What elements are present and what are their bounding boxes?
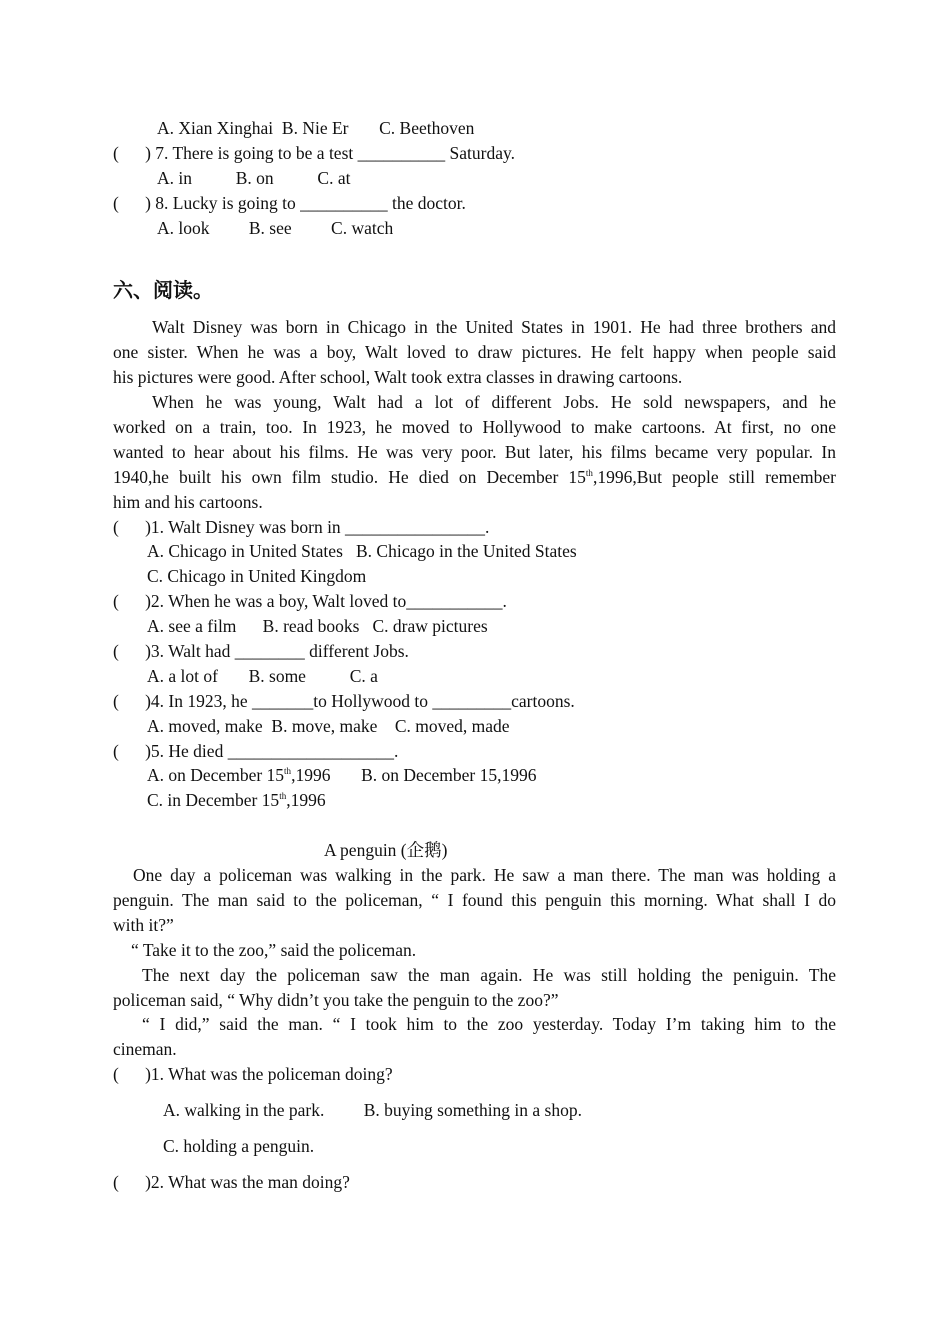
passage1-p2-line4: 1940,he built his own film studio. He died on December 15th,1996,But people still remember	[113, 467, 836, 487]
passage2-line5: The next day the policeman saw the man again. He was still holding the peniguin. The	[142, 965, 836, 985]
reading2-q1-option-c: C. holding a penguin.	[163, 1136, 315, 1156]
passage2-line7: “ I did,” said the man. “ I took him to the zoo yesterday. Today I’m taking him to the	[142, 1014, 836, 1034]
q7-options: A. in B. on C. at	[157, 168, 351, 188]
reading2-q1-options-ab: A. walking in the park. B. buying something in a shop.	[163, 1100, 582, 1120]
passage1-p2-line2: worked on a train, too. In 1923, he moved to Hollywood to make cartoons. At first, no one	[113, 417, 836, 437]
reading1-q5: ( )5. He died ___________________.	[113, 741, 399, 761]
q7-question: ( ) 7. There is going to be a test __________ Saturday.	[113, 143, 515, 163]
q8-question: ( ) 8. Lucky is going to __________ the doctor.	[113, 193, 466, 213]
passage2-line8: cineman.	[113, 1039, 177, 1059]
reading1-q4-options: A. moved, make B. move, make C. moved, made	[147, 716, 510, 736]
passage2-line3: with it?”	[113, 915, 174, 935]
passage1-p2-line1: When he was young, Walt had a lot of different Jobs. He sold newspapers, and he	[152, 392, 836, 412]
passage2-line4: “ Take it to the zoo,” said the policeman.	[131, 940, 417, 960]
q6-options: A. Xian Xinghai B. Nie Er C. Beethoven	[157, 118, 475, 138]
passage2-line6: policeman said, “ Why didn’t you take the penguin to the zoo?”	[113, 990, 559, 1010]
reading-heading: 六、阅读。	[113, 278, 213, 302]
reading1-q2-options: A. see a film B. read books C. draw pictures	[147, 616, 488, 636]
passage1-p2-line3: wanted to hear about his films. He was very poor. But later, his films became very popular. In	[113, 442, 836, 462]
passage1-p2-line5: him and his cartoons.	[113, 492, 263, 512]
reading1-q1-options-ab: A. Chicago in United States B. Chicago in the United States	[147, 541, 577, 561]
reading1-q3: ( )3. Walt had ________ different Jobs.	[113, 641, 409, 661]
passage2-title: A penguin (企鹅)	[324, 840, 448, 860]
passage2-line1: One day a policeman was walking in the park. He saw a man there. The man was holding a	[133, 865, 836, 885]
passage1-p1-line2: one sister. When he was a boy, Walt loved to draw pictures. He felt happy when people said	[113, 342, 836, 362]
reading1-q4: ( )4. In 1923, he _______to Hollywood to _________cartoons.	[113, 691, 575, 711]
reading1-q5-options-ab: A. on December 15th,1996 B. on December 15,1996	[147, 765, 537, 785]
passage1-p1-line1: Walt Disney was born in Chicago in the United States in 1901. He had three brothers and	[152, 317, 836, 337]
reading1-q1-option-c: C. Chicago in United Kingdom	[147, 566, 367, 586]
reading1-q2: ( )2. When he was a boy, Walt loved to___________.	[113, 591, 507, 611]
reading2-q1: ( )1. What was the policeman doing?	[113, 1064, 393, 1084]
passage2-line2: penguin. The man said to the policeman, “ I found this penguin this morning. What shall I do	[113, 890, 836, 910]
reading1-q5-option-c: C. in December 15th,1996	[147, 790, 326, 810]
reading1-q3-options: A. a lot of B. some C. a	[147, 666, 378, 686]
reading2-q2: ( )2. What was the man doing?	[113, 1172, 350, 1192]
reading1-q1: ( )1. Walt Disney was born in ________________.	[113, 517, 490, 537]
q8-options: A. look B. see C. watch	[157, 218, 394, 238]
passage1-p1-line3: his pictures were good. After school, Walt took extra classes in drawing cartoons.	[113, 367, 683, 387]
